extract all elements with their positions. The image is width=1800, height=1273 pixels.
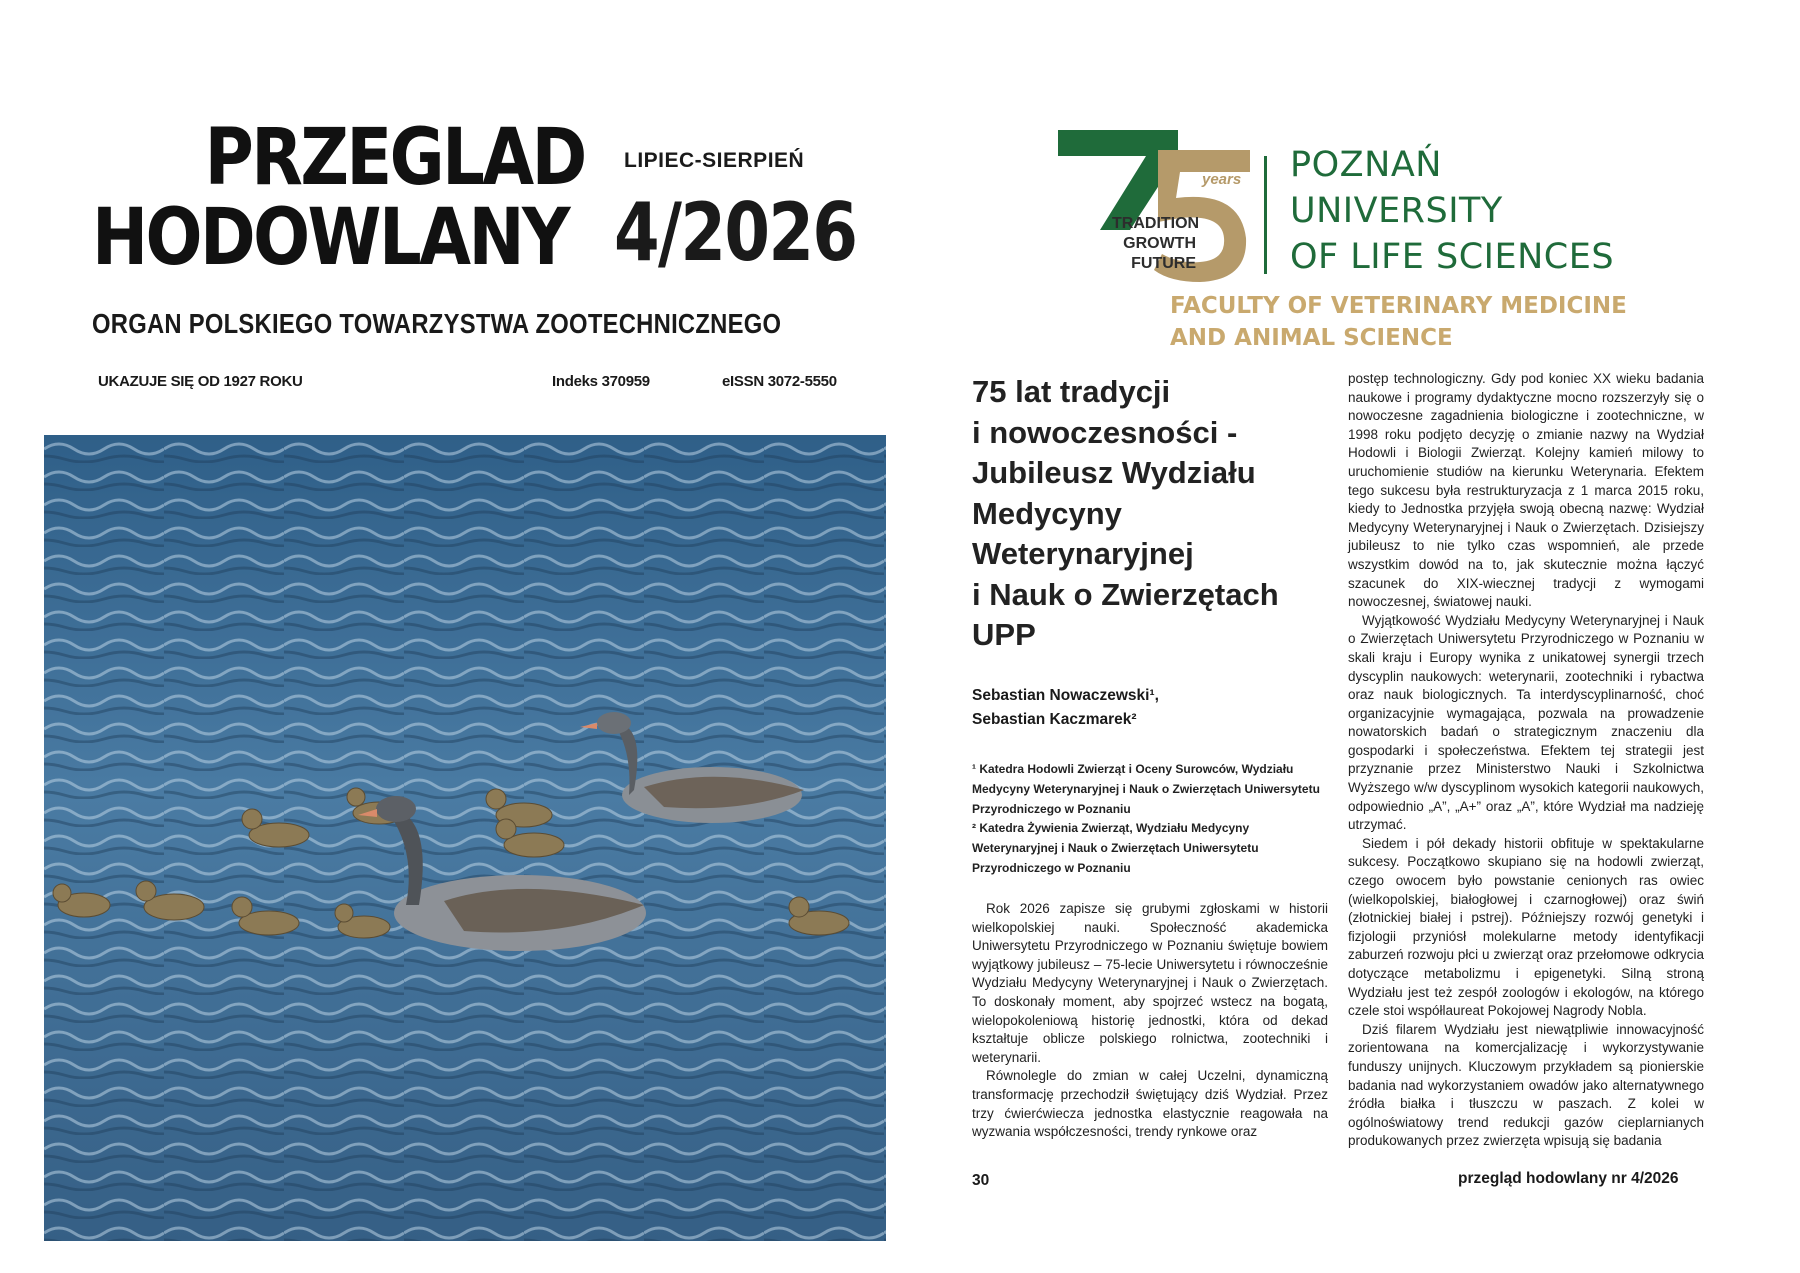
faculty-name: FACULTY OF VETERINARY MEDICINE AND ANIMAL SCIENCE: [1170, 293, 1627, 351]
issue-number: 4/2026: [614, 186, 857, 279]
paragraph: Wyjątkowość Wydziału Medycyny Weterynaryjnej i Nauk o Zwierzętach Uniwersytetu Przyrodniczego w Poznaniu w skali kraju i Europy wynika z unikatowej synergii trzech dyscyplin naukowych: weterynarii, zootechniki i rybactwa oraz nauk biologicznych. Ta interdyscyplinarność, choć organizacyjnie wymagająca, pozwala na prowadzenie nowatorskich badań o strategicznym znaczeniu dla gospodarki i społeczeństwa. Efektem tej strategii jest przyznanie przez Ministerstwo Nauki i Szkolnictwa Wyższego w/w dyscyplinom wysokich kategorii naukowych, odpowiednio „A”, „A+” oraz „A”, które Wydział ma nadzieję utrzymać.: [1348, 612, 1704, 833]
running-footer: przegląd hodowlany nr 4/2026: [1458, 1170, 1679, 1187]
eissn-number: eISSN 3072-5550: [722, 373, 837, 390]
article-title: 75 lat tradycji i nowoczesności - Jubileusz Wydziału Medycyny Weterynaryjnej i Nauk o Zwierzętach UPP: [972, 374, 1279, 652]
geese-on-water-photo: [44, 435, 886, 1241]
masthead-line-1: PRZEGLAD: [204, 113, 585, 203]
logo-tagline: TRADITION GROWTH FUTURE: [1112, 215, 1200, 272]
published-since: UKAZUJE SIĘ OD 1927 ROKU: [98, 373, 303, 390]
university-name: POZNAŃ UNIVERSITY OF LIFE SCIENCES: [1290, 145, 1615, 277]
masthead: [92, 113, 585, 283]
organ-subtitle: ORGAN POLSKIEGO TOWARZYSTWA ZOOTECHNICZNEGO: [92, 308, 782, 339]
logo-divider: [1264, 156, 1267, 274]
issue-month: LIPIEC-SIERPIEŃ: [624, 149, 805, 172]
article-column-1: [972, 900, 1328, 1142]
index-number: Indeks 370959: [552, 373, 650, 390]
paragraph: Dziś filarem Wydziału jest niewątpliwie innowacyjność zorientowana na komercjalizację i wykorzystywanie funduszy unijnych. Kluczowym przykładem są pionierskie badania nad wykorzystaniem owadów jako alternatywnego źródła białka i tłuszczu w paszach. Z kolei w ogólnoświatowy trend redukcji gazów cieplarnianych produkowanych przez zwierzęta wpisują się badania: [1348, 1021, 1704, 1149]
paragraph: postęp technologiczny. Gdy pod koniec XX wieku badania naukowe i programy dydaktyczne mocno rozszerzyły się o nowoczesne zagadnienia biologiczne i zootechniczne, w 1998 roku podjęto decyzję o zmianie nazwy na Wydział Hodowli i Biologii Zwierząt. Kolejny kamień milowy to uruchomienie studiów na kierunku Weterynaria. Efektem tego sukcesu była restrukturyzacja z 1 marca 2015 roku, kiedy to Jednostka przyjęła swoją obecną nazwę: Wydział Medycyny Weterynaryjnej i Nauk o Zwierzętach. Dzisiejszy jubileusz to nie tylko czas wspomnień, ale przede wszystkim dowód na to, jak skutecznie można łączyć szacunek do XIX-wiecznej tradycji z wymogami nowoczesnej, światowej nauki.: [1348, 371, 1704, 610]
paragraph: Siedem i pół dekady historii obfituje w spektakularne sukcesy. Początkowo skupiano się na hodowli zwierząt, czego owocem było powstanie cenionych ras owiec (wielkopolskiej, białogłowej i czarnogłowej) oraz świń (złotnickiej białej i pstrej). Późniejszy rozwój genetyki i fizjologii przyniósł molekularne metody identyfikacji zaburzeń rozwoju płci u zwierząt oraz przełomowe odkrycia dotyczące metabolizmu i epigenetyki. Silną stroną Wydziału jest też zespół zoologów i ekologów, na którego czele stoi współlaureat Pokojowej Nagrody Nobla.: [1348, 835, 1704, 1019]
article-authors: Sebastian Nowaczewski¹, Sebastian Kaczmarek²: [972, 687, 1159, 728]
page-number: 30: [972, 1172, 990, 1189]
university-logo: [1050, 120, 1650, 360]
paragraph: Równolegle do zmian w całej Uczelni, dynamiczną transformację przechodził świętujący dziś Wydział. Przez trzy ćwierćwiecza jednostka elastycznie reagowała na wyzwania współczesności, trendy rynkowe oraz: [972, 1068, 1328, 1140]
masthead-line-2: HODOWLANY: [92, 193, 569, 283]
article-column-2: [1348, 370, 1704, 1151]
paragraph: Rok 2026 zapisze się grubymi zgłoskami w historii wielkopolskiej nauki. Społeczność akademicka Uniwersytetu Przyrodniczego w Poznaniu świętuje bowiem wyjątkowy jubileusz – 75-lecie Uniwersytetu i równocześnie Wydziału Medycyny Weterynaryjnej i Nauk o Zwierzętach. To doskonały moment, aby spojrzeć wstecz na bogatą, wielopokoleniową historię jednostki, która od dekad kształtuje oblicze polskiego rolnictwa, zootechniki i weterynarii.: [972, 901, 1328, 1065]
author-affiliations: ¹ Katedra Hodowli Zwierząt i Oceny Surowców, Wydziału Medycyny Weterynaryjnej i Nauk o Zwierzętach Uniwersytetu Przyrodniczego w Poznaniu ² Katedra Żywienia Zwierząt, Wydziału Medycyny Weterynaryjnej i Nauk o Zwierzętach Uniwersytetu Przyrodniczego w Poznaniu: [972, 762, 1320, 875]
years-label: years: [1202, 171, 1242, 188]
